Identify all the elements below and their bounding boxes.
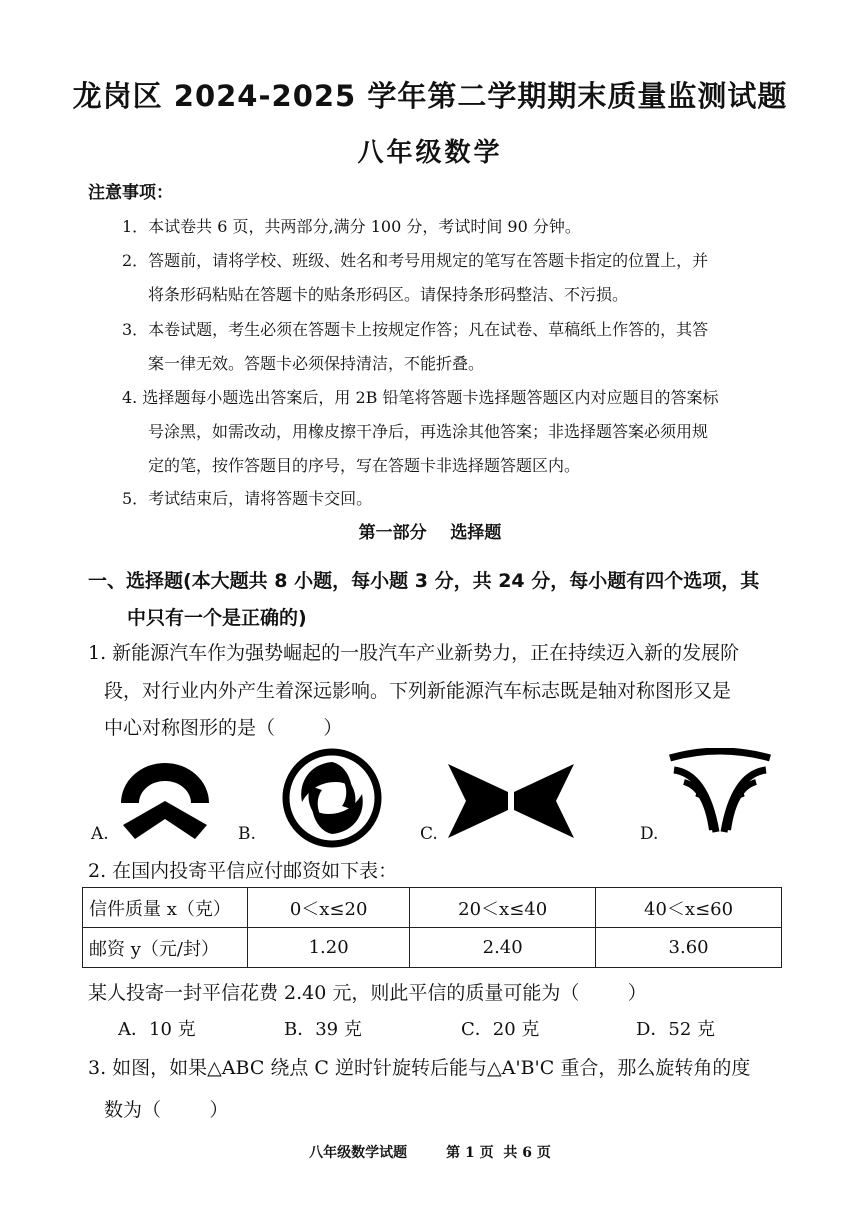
q2-option-a: A．10 克 (118, 1019, 196, 1040)
table-cell: 信件质量 x（克） (83, 888, 248, 928)
table-cell: 40＜x≤60 (596, 888, 782, 928)
part-one-title: 第一部分 选择题 (358, 523, 502, 543)
q3-stem-line2: 数为（ ） (104, 1099, 229, 1121)
table-row (83, 928, 782, 968)
notice-item-5: 5．考试结束后，请将答题卡交回。 (122, 489, 373, 508)
q2-stem: 2. 在国内投寄平信应付邮资如下表： (88, 860, 398, 882)
notice-item-2: 2．答题前，请将学校、班级、姓名和考号用规定的笔写在答题卡指定的位置上，并 (122, 251, 709, 270)
table-cell: 2.40 (410, 928, 596, 968)
q1-option-a-label: A. (91, 824, 109, 844)
notice-item-2-cont: 将条形码粘贴在答题卡的贴条形码区。请保持条形码整洁、不污损。 (148, 285, 629, 304)
table-cell: 0＜x≤20 (248, 888, 410, 928)
notice-item-3: 3．本卷试题，考生必须在答题卡上按规定作答；凡在试卷、草稿纸上作答的，其答 (122, 320, 709, 339)
notice-item-1: 1．本试卷共 6 页，共两部分,满分 100 分，考试时间 90 分钟。 (122, 217, 581, 236)
q1-option-d-label: D. (640, 824, 659, 844)
q2-option-c: C．20 克 (461, 1019, 540, 1040)
q2-option-d: D．52 克 (636, 1019, 716, 1040)
q2-option-b: B．39 克 (284, 1019, 362, 1040)
table-row (83, 888, 782, 928)
section-heading: 一、选择题(本大题共 8 小题，每小题 3 分，共 24 分，每小题有四个选项，其 (88, 570, 760, 592)
q1-option-b-label: B. (238, 824, 256, 844)
notice-item-4-cont2: 定的笔，按作答题目的序号，写在答题卡非选择题答题区内。 (148, 456, 581, 475)
table-cell: 邮资 y（元/封） (83, 928, 248, 968)
logo-d-icon (666, 748, 774, 838)
q1-option-c-label: C. (420, 824, 438, 844)
notice-item-3-cont: 案一律无效。答题卡必须保持清洁，不能折叠。 (148, 354, 485, 373)
notice-heading: 注意事项： (88, 183, 173, 203)
q1-stem-line2: 段，对行业内外产生着深远影响。下列新能源汽车标志既是轴对称图形又是 (104, 680, 732, 702)
table-cell: 20＜x≤40 (410, 888, 596, 928)
page-footer: 八年级数学试题 第 1 页 共 6 页 (309, 1145, 551, 1161)
exam-title: 龙岗区 2024-2025 学年第二学期期末质量监测试题 (72, 79, 788, 113)
q1-stem-line1: 1. 新能源汽车作为强势崛起的一股汽车产业新势力，正在持续迈入新的发展阶 (88, 642, 740, 664)
logo-c-icon (446, 762, 576, 840)
q2-question: 某人投寄一封平信花费 2.40 元，则此平信的质量可能为（ ） (88, 982, 647, 1004)
table-cell: 1.20 (248, 928, 410, 968)
q1-stem-line3: 中心对称图形的是（ ） (104, 717, 343, 739)
logo-b-icon (280, 748, 384, 848)
logo-a-icon (115, 755, 215, 845)
section-heading-cont: 中只有一个是正确的) (127, 607, 307, 629)
notice-item-4-cont: 号涂黑，如需改动，用橡皮擦干净后，再选涂其他答案；非选择题答案必须用规 (148, 422, 709, 441)
q3-stem-line1: 3. 如图，如果△ABC 绕点 C 逆时针旋转后能与△A'B'C 重合，那么旋转角的度 (88, 1057, 751, 1079)
table-cell: 3.60 (596, 928, 782, 968)
postage-table (82, 887, 782, 968)
exam-subtitle: 八年级数学 (357, 138, 503, 168)
notice-item-4: 4. 选择题每小题选出答案后，用 2B 铅笔将答题卡选择题答题区内对应题目的答案标 (122, 388, 719, 407)
